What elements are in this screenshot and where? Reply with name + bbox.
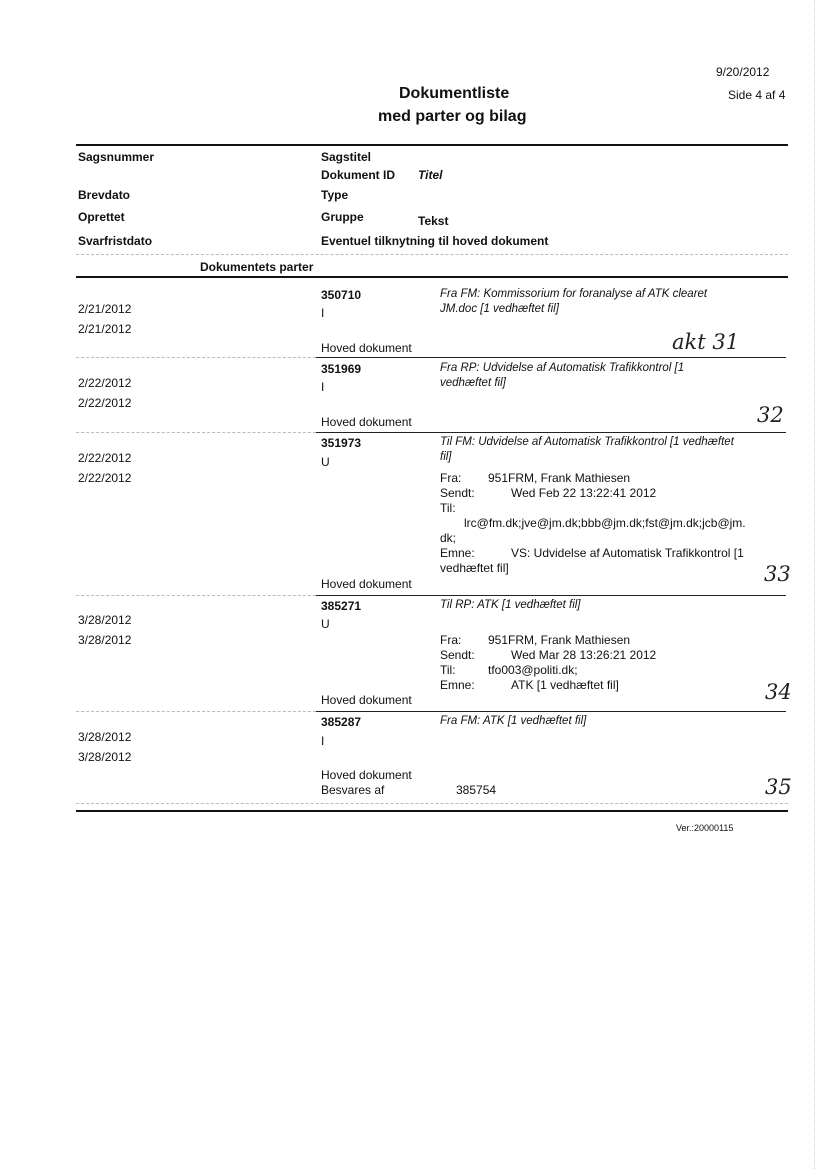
type-value: U xyxy=(321,617,330,631)
brevdato-value: 2/21/2012 xyxy=(78,302,132,316)
scan-edge-line xyxy=(814,0,815,1169)
header-bottom-rule xyxy=(76,276,788,278)
besvares-label: Besvares af xyxy=(321,783,385,797)
col-sagstitel: Sagstitel xyxy=(321,150,372,164)
handwritten-annotation: akt 31 xyxy=(672,330,740,354)
version-label: Ver.:20000115 xyxy=(676,823,734,833)
email-sendt-value: Wed Mar 28 13:26:21 2012 xyxy=(511,648,657,662)
email-fra-label: Fra: xyxy=(440,471,462,485)
header-top-rule xyxy=(76,144,788,146)
document-title-text: vedhæftet fil] xyxy=(440,377,506,389)
document-title-text: Til RP: ATK [1 vedhæftet fil] xyxy=(440,599,581,611)
entry-divider xyxy=(76,357,316,358)
col-sagsnummer: Sagsnummer xyxy=(78,150,155,164)
brevdato-value: 2/22/2012 xyxy=(78,451,132,465)
col-gruppe: Gruppe xyxy=(321,210,364,224)
email-til-label: Til: xyxy=(440,663,456,677)
email-sendt-value: Wed Feb 22 13:22:41 2012 xyxy=(511,486,657,500)
document-title-text: Fra RP: Udvidelse af Automatisk Trafikkontrol [1 xyxy=(440,362,685,374)
handwritten-annotation: 32 xyxy=(757,403,784,427)
handwritten-annotation: 33 xyxy=(764,562,791,586)
entry-divider xyxy=(76,432,316,433)
entry-divider xyxy=(316,595,786,596)
document-title-text: Fra FM: ATK [1 vedhæftet fil] xyxy=(440,715,587,727)
col-svarfristdato: Svarfristdato xyxy=(78,234,153,248)
col-type: Type xyxy=(321,188,349,202)
email-emne-value: VS: Udvidelse af Automatisk Trafikkontrol [1 xyxy=(511,546,744,560)
document-title: Dokumentliste xyxy=(399,85,510,102)
entry-divider xyxy=(316,711,786,712)
col-dokument-id: Dokument ID xyxy=(321,168,396,182)
document-subtitle: med parter og bilag xyxy=(378,108,527,125)
email-sendt-label: Sendt: xyxy=(440,486,475,500)
entry-divider xyxy=(316,357,786,358)
document-title-text: JM.doc [1 vedhæftet fil] xyxy=(440,303,559,315)
email-sendt-label: Sendt: xyxy=(440,648,475,662)
gruppe-value: Hoved dokument xyxy=(321,577,412,591)
document-title-text: Fra FM: Kommissorium for foranalyse af ATK clearet xyxy=(440,288,708,300)
email-emne-value: vedhæftet fil] xyxy=(440,561,509,575)
oprettet-value: 2/21/2012 xyxy=(78,322,132,336)
entry-divider xyxy=(76,711,316,712)
email-til-label: Til: xyxy=(440,501,456,515)
brevdato-value: 3/28/2012 xyxy=(78,613,132,627)
document-title-text: Til FM: Udvidelse af Automatisk Trafikkontrol [1 vedhæftet xyxy=(440,436,734,448)
email-fra-label: Fra: xyxy=(440,633,462,647)
document-id: 351969 xyxy=(321,362,362,376)
oprettet-value: 3/28/2012 xyxy=(78,750,132,764)
document-id: 385271 xyxy=(321,599,362,613)
email-emne-value: ATK [1 vedhæftet fil] xyxy=(511,678,619,692)
email-emne-label: Emne: xyxy=(440,546,475,560)
document-id: 385287 xyxy=(321,715,362,729)
col-tilknytning: Eventuel tilknytning til hoved dokument xyxy=(321,234,549,248)
page-number: Side 4 af 4 xyxy=(728,88,786,102)
email-emne-label: Emne: xyxy=(440,678,475,692)
handwritten-annotation: 34 xyxy=(765,680,792,704)
handwritten-annotation: 35 xyxy=(765,775,792,799)
col-parter: Dokumentets parter xyxy=(200,260,314,274)
gruppe-value: Hoved dokument xyxy=(321,341,412,355)
entry-divider xyxy=(76,595,316,596)
header-divider xyxy=(76,254,788,255)
gruppe-value: Hoved dokument xyxy=(321,415,412,429)
besvares-value: 385754 xyxy=(456,783,497,797)
oprettet-value: 2/22/2012 xyxy=(78,396,132,410)
email-fra-value: 951FRM, Frank Mathiesen xyxy=(488,633,631,647)
footer-rule xyxy=(76,810,788,812)
gruppe-value: Hoved dokument xyxy=(321,768,412,782)
document-id: 350710 xyxy=(321,288,362,302)
brevdato-value: 3/28/2012 xyxy=(78,730,132,744)
gruppe-value: Hoved dokument xyxy=(321,693,412,707)
brevdato-value: 2/22/2012 xyxy=(78,376,132,390)
col-titel: Titel xyxy=(418,168,443,182)
email-til-value: tfo003@politi.dk; xyxy=(488,663,578,677)
col-oprettet: Oprettet xyxy=(78,210,125,224)
type-value: I xyxy=(321,734,325,748)
type-value: I xyxy=(321,306,325,320)
entry-divider xyxy=(76,803,788,804)
col-brevdato: Brevdato xyxy=(78,188,131,202)
email-fra-value: 951FRM, Frank Mathiesen xyxy=(488,471,631,485)
document-title-text: fil] xyxy=(440,451,452,463)
email-til-value: lrc@fm.dk;jve@jm.dk;bbb@jm.dk;fst@jm.dk;jcb@jm. xyxy=(464,516,746,530)
entry-divider xyxy=(316,432,786,433)
email-til-value: dk; xyxy=(440,531,457,545)
oprettet-value: 2/22/2012 xyxy=(78,471,132,485)
type-value: I xyxy=(321,380,325,394)
oprettet-value: 3/28/2012 xyxy=(78,633,132,647)
document-id: 351973 xyxy=(321,436,362,450)
col-tekst: Tekst xyxy=(418,214,449,228)
type-value: U xyxy=(321,455,330,469)
print-date: 9/20/2012 xyxy=(716,65,770,79)
